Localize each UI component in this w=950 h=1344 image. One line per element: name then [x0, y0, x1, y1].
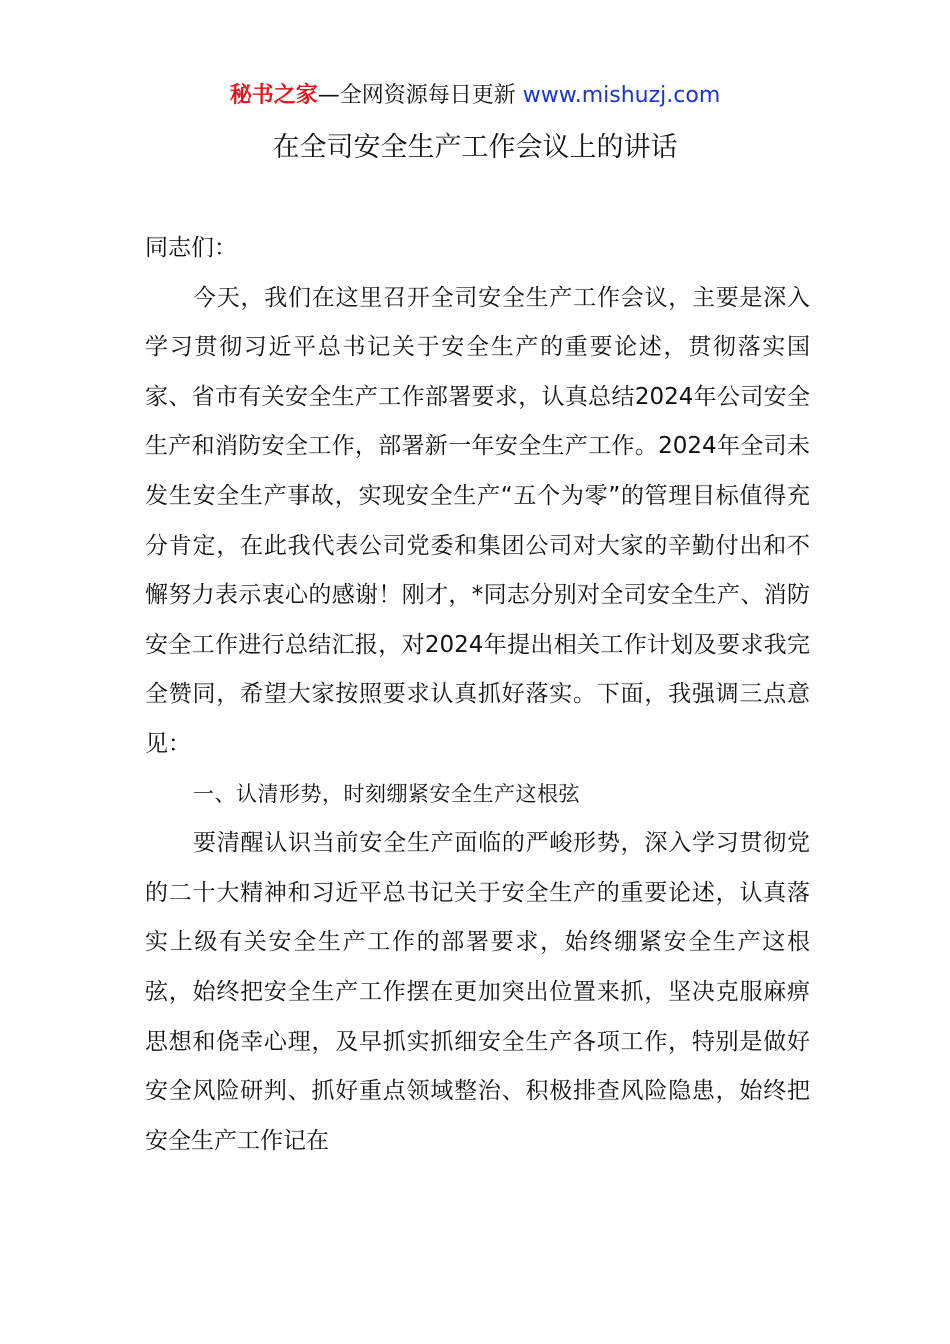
salutation: 同志们： — [145, 235, 237, 261]
paragraph: 今天，我们在这里召开全司安全生产工作会议，主要是深入学习贯彻习近平总书记关于安全生产的重要论述，贯彻落实国家、省市有关安全生产工作部署要求，认真总结2024年公司安全生产和消防安全工作，部署新一年安全生产工作。2024年全司未发生安全生产事故，实现安全生产“五个为零”的管理目标值得充分肯定，在此我代表公司党委和集团公司对大家的辛勤付出和不懈努力表示衷心的感谢！刚才，*同志分别对全司安全生产、消防安全工作进行总结汇报，对2024年提出相关工作计划及要求我完全赞同，希望大家按照要求认真抓好落实。下面，我强调三点意见： — [145, 284, 810, 757]
section-heading: 一、认清形势，时刻绷紧安全生产这根弦 — [193, 781, 580, 806]
site-header — [0, 80, 950, 112]
paragraph: 要清醒认识当前安全生产面临的严峻形势，深入学习贯彻党的二十大精神和习近平总书记关于安全生产的重要论述，认真落实上级有关安全生产工作的部署要求，始终绷紧安全生产这根弦，始终把安全生产工作摆在更加突出位置来抓，坚决克服麻痹思想和侥幸心理，及早抓实抓细安全生产各项工作，特别是做好安全风险研判、抓好重点领域整治、积极排查风险隐患，始终把安全生产工作记在 — [145, 830, 810, 1154]
document-body — [145, 224, 810, 1166]
website-link[interactable]: www.mishuzj.com — [522, 83, 721, 108]
brand-name: 秘书之家 — [229, 83, 318, 108]
header-tagline: —全网资源每日更新 — [317, 83, 523, 108]
document-title: 在全司安全生产工作会议上的讲话 — [272, 132, 678, 163]
